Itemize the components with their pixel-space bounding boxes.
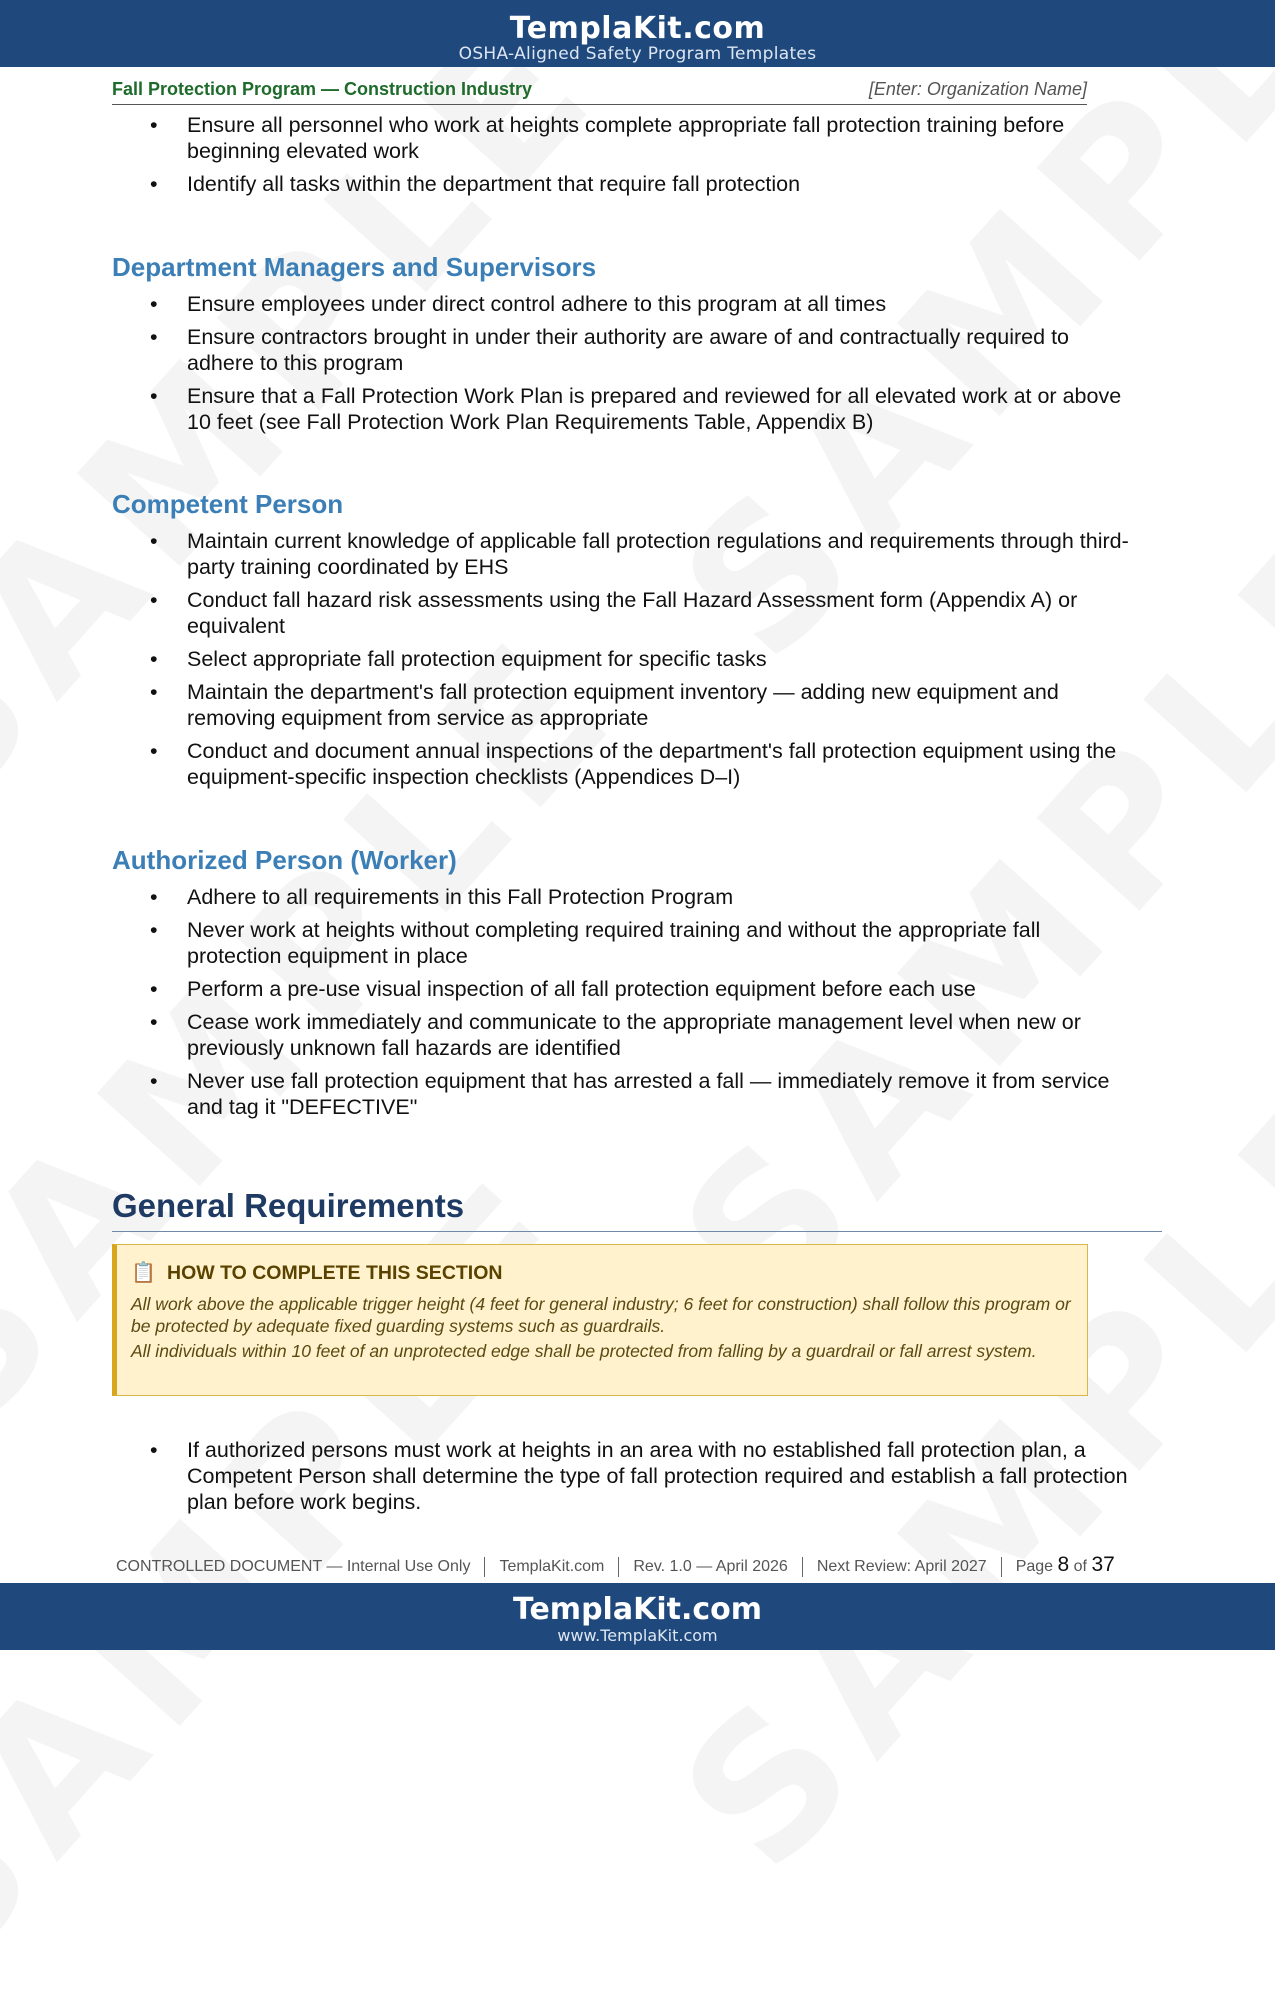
- footer-brand-url: www.TemplaKit.com: [557, 1626, 718, 1645]
- competent-person-bullet-list: [150, 528, 1140, 797]
- footer-site: TemplaKit.com: [499, 1558, 605, 1575]
- bullet-icon: •: [150, 325, 158, 349]
- general-requirements-bullet-list: [150, 1437, 1140, 1522]
- bullet-icon: •: [150, 1010, 158, 1034]
- page-total: 37: [1091, 1553, 1115, 1576]
- callout-paragraph: All individuals within 10 feet of an unprotected edge shall be protected from falling by a guardrail or fall arrest system.: [131, 1341, 1037, 1361]
- main-heading-general-requirements: General Requirements: [112, 1187, 465, 1224]
- list-item: • Conduct fall hazard risk assessments using the Fall Hazard Assessment form (Appendix A) or equivalent: [150, 588, 1078, 638]
- authorized-person-bullet-list: [150, 884, 1140, 1127]
- list-item: • Identify all tasks within the department that require fall protection: [150, 172, 801, 196]
- list-item: • Never work at heights without completing required training and without the appropriate fall protection equipment in place: [150, 918, 1041, 968]
- footer-separator: [802, 1557, 803, 1577]
- list-item: • Select appropriate fall protection equipment for specific tasks: [150, 647, 767, 671]
- list-item: • Cease work immediately and communicate to the appropriate management level when new or previously unknown fall hazards are identified: [150, 1010, 1081, 1060]
- section-heading-authorized-person: Authorized Person (Worker): [112, 845, 457, 875]
- bullet-icon: •: [150, 113, 158, 137]
- list-item: • Maintain the department's fall protection equipment inventory — adding new equipment and removing equipment from service as appropriate: [150, 680, 1059, 730]
- how-to-complete-callout: [112, 1244, 1088, 1396]
- top-header-band: [0, 0, 1275, 67]
- list-item: • Ensure contractors brought in under their authority are aware of and contractually required to adhere to this program: [150, 325, 1069, 375]
- list-item: • Conduct and document annual inspections of the department's fall protection equipment using the equipment-specific inspection checklists (Appendices D–I): [150, 739, 1117, 789]
- heading-divider: [112, 1231, 1162, 1232]
- page-number: 8: [1057, 1553, 1070, 1576]
- list-item: • Ensure that a Fall Protection Work Plan is prepared and reviewed for all elevated work at or above 10 feet (see Fall Protection Work Plan Requirements Table, Appendix B): [150, 384, 1122, 434]
- list-item: • Ensure employees under direct control adhere to this program at all times: [150, 292, 887, 316]
- bullet-icon: •: [150, 977, 158, 1001]
- document-footer: [116, 1552, 1160, 1580]
- section-heading-managers: Department Managers and Supervisors: [112, 252, 597, 282]
- revision-info: Rev. 1.0 — April 2026: [633, 1558, 788, 1575]
- list-item: • Adhere to all requirements in this Fall Protection Program: [150, 885, 734, 909]
- of-label: of: [1073, 1558, 1087, 1575]
- intro-bullet-list: [150, 112, 1140, 204]
- bullet-icon: •: [150, 918, 158, 942]
- brand-title: TemplaKit.com: [509, 11, 766, 46]
- callout-paragraph: All work above the applicable trigger height (4 feet for general industry; 6 feet for construction) shall follow this program or be protected by adequate fixed guarding systems such as guardrails.: [131, 1294, 1071, 1336]
- callout-body: [131, 1293, 1076, 1365]
- running-header: [112, 78, 1087, 105]
- managers-bullet-list: [150, 291, 1140, 442]
- document-title: Fall Protection Program — Construction Industry: [112, 79, 533, 99]
- organization-name-placeholder: [Enter: Organization Name]: [868, 79, 1087, 99]
- list-item: • Never use fall protection equipment that has arrested a fall — immediately remove it from service and tag it "DEFECTIVE": [150, 1069, 1110, 1119]
- footer-separator: [1001, 1557, 1002, 1577]
- list-item: • Ensure all personnel who work at heights complete appropriate fall protection training before beginning elevated work: [150, 113, 1065, 163]
- footer-separator: [484, 1557, 485, 1577]
- list-item: • Maintain current knowledge of applicable fall protection regulations and requirements through third-party training coordinated by EHS: [150, 529, 1129, 579]
- callout-heading: [131, 1261, 502, 1285]
- bullet-icon: •: [150, 1438, 158, 1462]
- next-review-info: Next Review: April 2027: [816, 1558, 987, 1575]
- bullet-icon: •: [150, 1069, 158, 1093]
- list-item: • If authorized persons must work at heights in an area with no established fall protection plan, a Competent Person shall determine the type of fall protection required and establish a fall protection plan before work begins.: [150, 1438, 1128, 1514]
- bullet-icon: •: [150, 292, 158, 316]
- bullet-icon: •: [150, 529, 158, 553]
- brand-tagline: OSHA-Aligned Safety Program Templates: [458, 44, 817, 64]
- clipboard-icon: 📋: [131, 1262, 156, 1284]
- callout-heading-text: HOW TO COMPLETE THIS SECTION: [167, 1262, 503, 1284]
- bullet-icon: •: [150, 588, 158, 612]
- section-heading-competent-person: Competent Person: [112, 489, 344, 519]
- bullet-icon: •: [150, 647, 158, 671]
- bullet-icon: •: [150, 384, 158, 408]
- controlled-document-notice: CONTROLLED DOCUMENT — Internal Use Only: [116, 1558, 471, 1575]
- bottom-footer-band: [0, 1583, 1275, 1650]
- bullet-icon: •: [150, 680, 158, 704]
- bullet-icon: •: [150, 739, 158, 763]
- footer-separator: [618, 1557, 619, 1577]
- footer-brand-title: TemplaKit.com: [512, 1592, 762, 1627]
- bullet-icon: •: [150, 172, 158, 196]
- bullet-icon: •: [150, 885, 158, 909]
- list-item: • Perform a pre-use visual inspection of all fall protection equipment before each use: [150, 977, 976, 1001]
- page-label: Page: [1015, 1558, 1054, 1575]
